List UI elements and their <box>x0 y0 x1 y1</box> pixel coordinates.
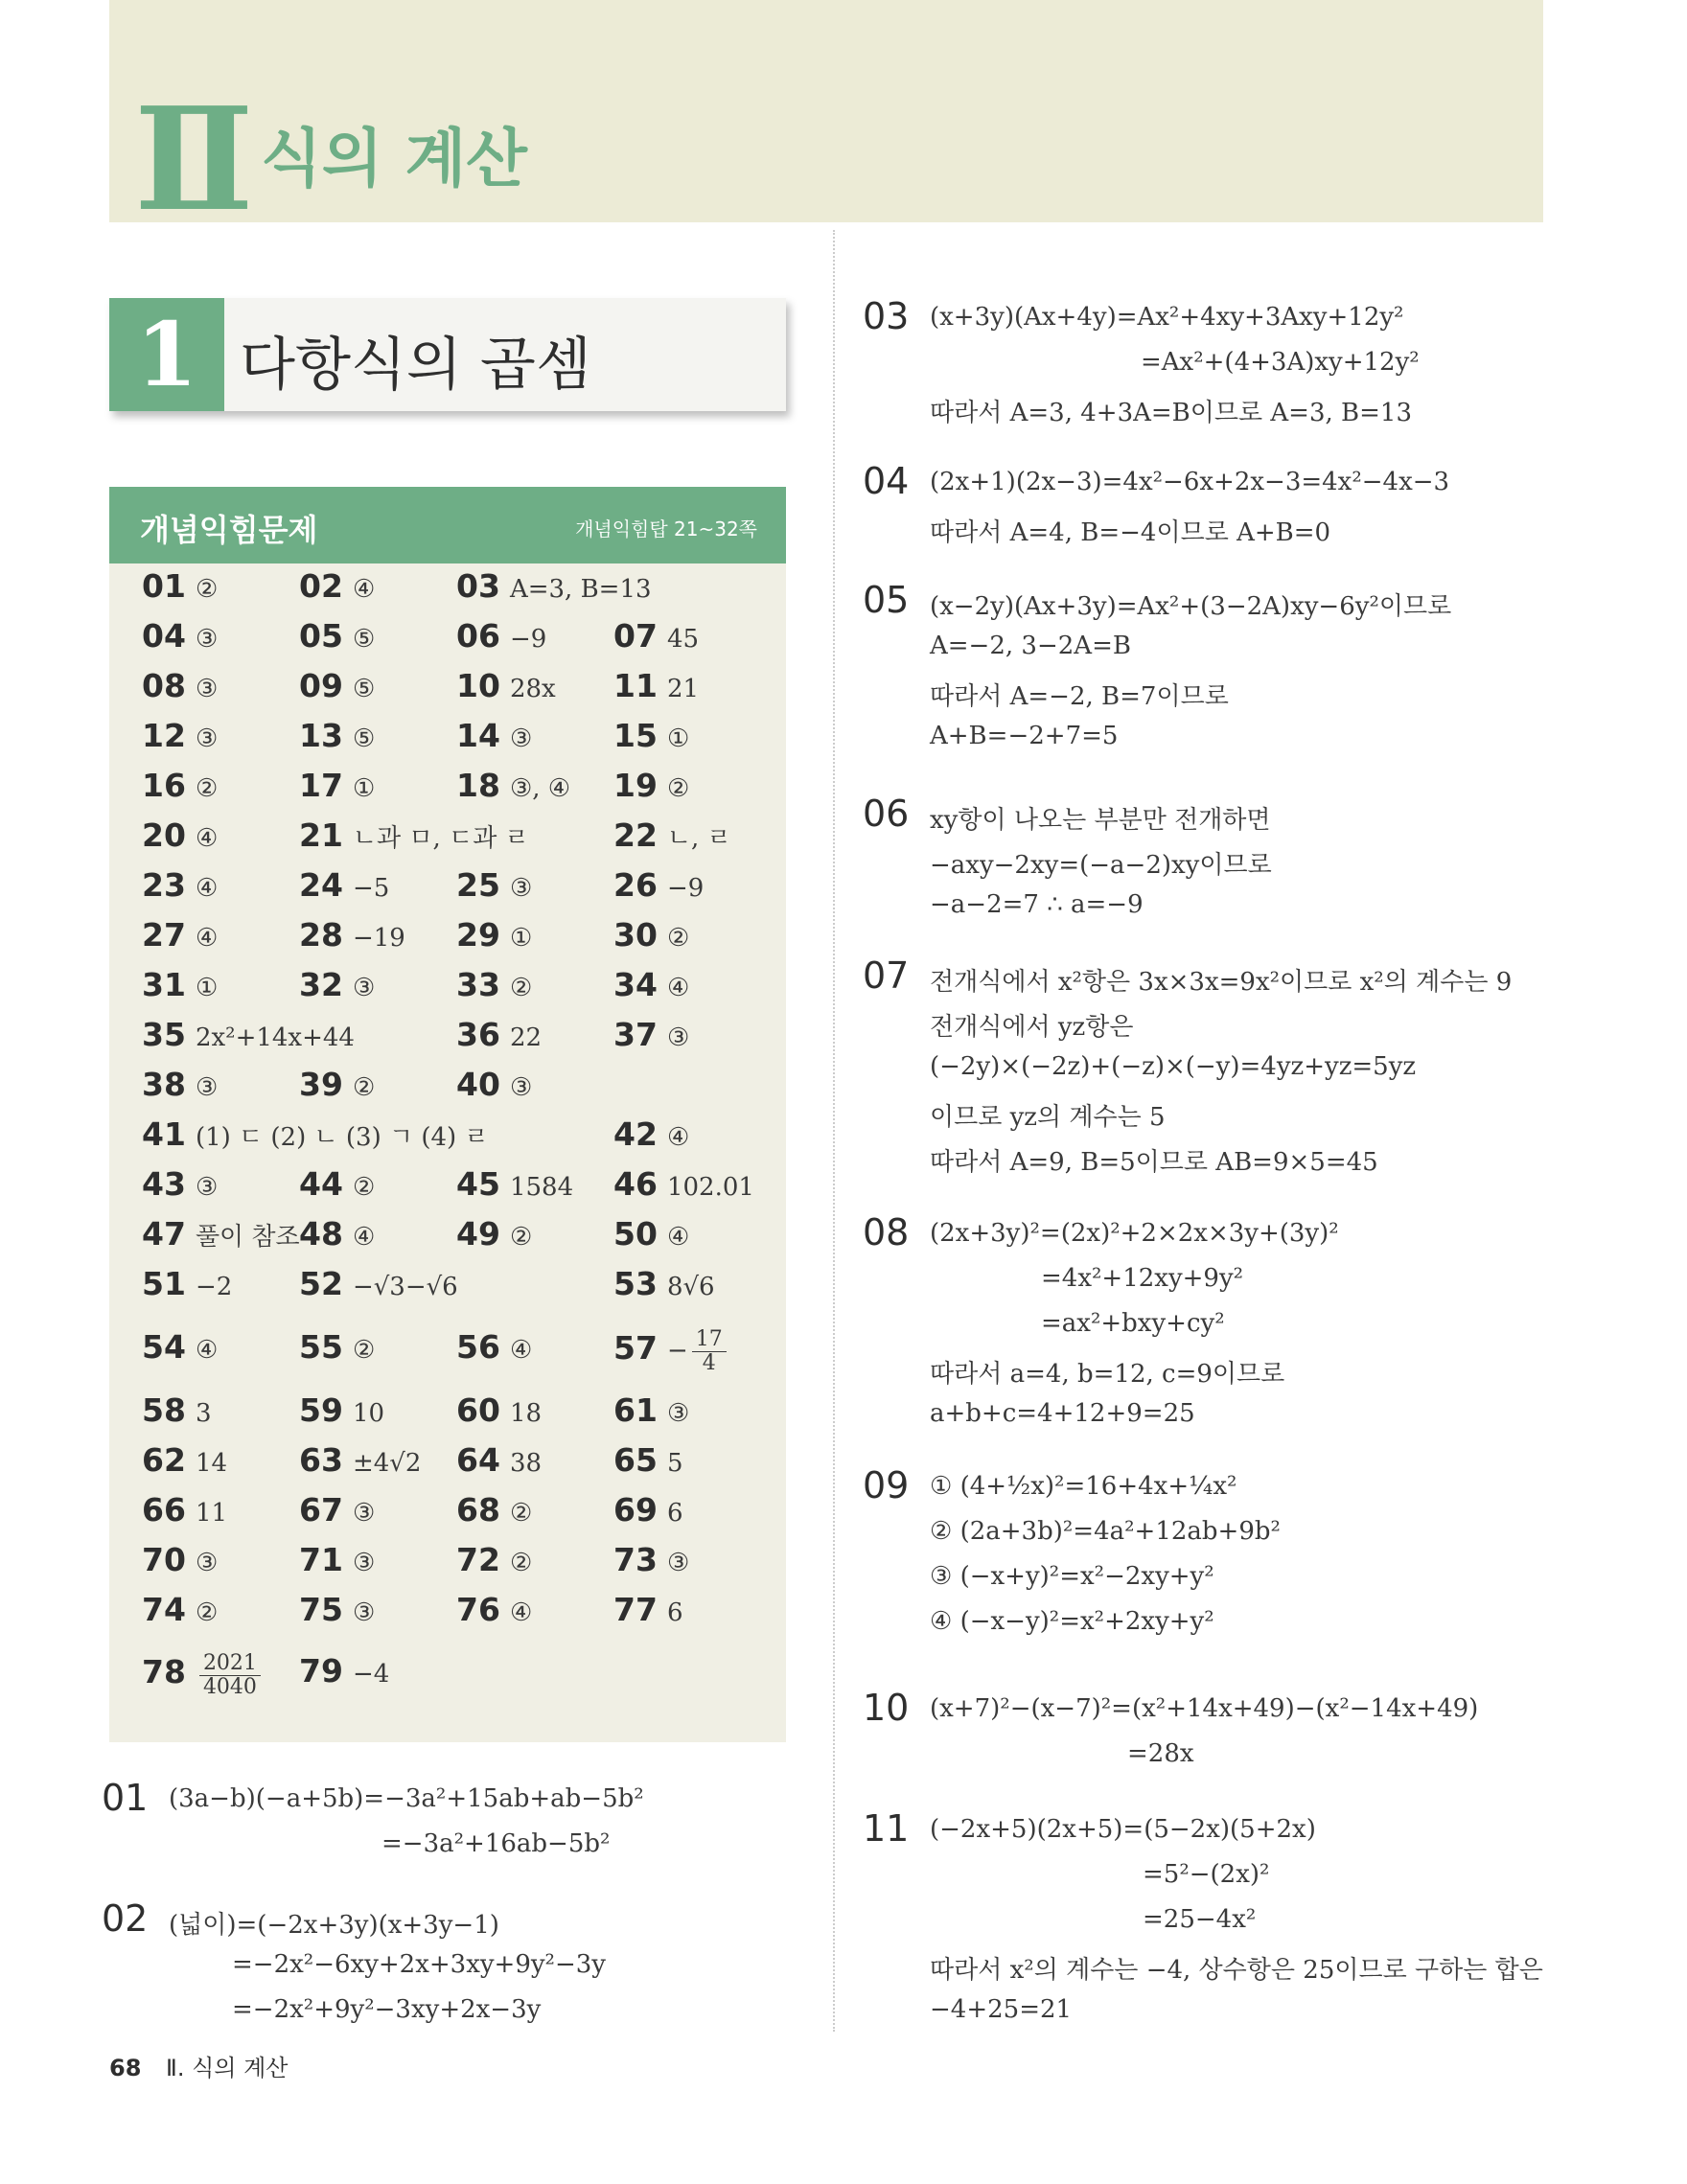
answer-item <box>142 966 218 1003</box>
answer-number: 43 <box>142 1165 186 1203</box>
solution-line: 따라서 x²의 계수는 −4, 상수항은 25이므로 구하는 합은 <box>930 1956 1543 1985</box>
answer-value: ③ <box>195 625 219 654</box>
answer-number: 02 <box>299 567 343 605</box>
answer-item <box>613 1591 682 1628</box>
answer-item <box>456 1491 532 1529</box>
chapter-roman-numeral: Ⅱ <box>134 76 250 242</box>
answer-item <box>613 1265 715 1302</box>
solution-line: ④ (−x−y)²=x²+2xy+y² <box>930 1607 1214 1636</box>
answer-value: ③ <box>195 1173 219 1202</box>
answer-box-header <box>109 487 786 563</box>
answer-value: ④ <box>509 1336 533 1365</box>
answer-number: 46 <box>613 1165 658 1203</box>
answer-value: ② <box>195 774 219 803</box>
answer-number: 05 <box>299 617 343 655</box>
answer-number: 30 <box>613 916 658 954</box>
answer-value: −√3−√6 <box>352 1273 458 1301</box>
answer-value: ④ <box>195 1336 219 1365</box>
answer-item <box>299 1441 421 1479</box>
answer-item <box>456 1441 542 1479</box>
answer-item <box>299 1328 375 1366</box>
answer-number: 62 <box>142 1441 186 1479</box>
answer-value: ② <box>666 924 690 953</box>
column-divider <box>833 230 835 2032</box>
answer-number: 36 <box>456 1016 500 1053</box>
answer-value: ⑤ <box>352 724 376 753</box>
answer-item <box>142 767 218 804</box>
answer-box-title: 개념익힘문제 <box>140 512 318 548</box>
answer-value: ④ <box>509 1598 533 1627</box>
answer-value: ③ <box>195 724 219 753</box>
answer-number: 19 <box>613 767 658 804</box>
answer-value: ④ <box>195 924 219 953</box>
answer-value: ③ <box>352 1598 376 1627</box>
answer-value: ② <box>509 1549 533 1577</box>
solution-line: (x−2y)(Ax+3y)=Ax²+(3−2A)xy−6y²이므로 <box>930 592 1452 621</box>
solution-line: (2x+3y)²=(2x)²+2×2x×3y+(3y)² <box>930 1219 1339 1248</box>
answer-number: 47 <box>142 1215 186 1253</box>
solution-line: =28x <box>1127 1739 1194 1768</box>
answer-item <box>456 866 532 904</box>
solution-line: ② (2a+3b)²=4a²+12ab+9b² <box>930 1517 1281 1546</box>
answer-item <box>142 816 218 854</box>
answer-value: ② <box>352 1173 376 1202</box>
answer-fraction: $\frac{2021}{4040}$ <box>199 1652 261 1699</box>
answer-item <box>299 567 375 605</box>
solution-line: a+b+c=4+12+9=25 <box>930 1399 1195 1428</box>
answer-value: ④ <box>195 874 219 903</box>
answer-number: 52 <box>299 1265 343 1302</box>
answer-item <box>142 1441 227 1479</box>
answer-value: 1584 <box>509 1173 574 1202</box>
answer-value: ① <box>509 924 533 953</box>
answer-number: 08 <box>142 667 186 704</box>
solution-line: 따라서 a=4, b=12, c=9이므로 <box>930 1360 1285 1389</box>
answer-value: ④ <box>666 974 690 1002</box>
answer-value: ① <box>195 974 219 1002</box>
solution-line: 따라서 A=−2, B=7이므로 <box>930 682 1229 711</box>
answer-number: 72 <box>456 1541 500 1578</box>
answer-item <box>613 617 699 655</box>
answer-item <box>456 1066 532 1103</box>
answer-number: 38 <box>142 1066 186 1103</box>
answer-number: 53 <box>613 1265 658 1302</box>
solution-line: (x+3y)(Ax+4y)=Ax²+4xy+3Axy+12y² <box>930 303 1404 332</box>
answer-number: 13 <box>299 717 343 754</box>
answer-item <box>142 1491 227 1529</box>
answer-number: 10 <box>456 667 500 704</box>
answer-value: ③ <box>195 1549 219 1577</box>
answer-item <box>613 966 689 1003</box>
solution-line: =4x²+12xy+9y² <box>1041 1264 1244 1293</box>
answer-number: 58 <box>142 1391 186 1429</box>
answer-value: ③ <box>666 1549 690 1577</box>
answer-item <box>456 567 652 605</box>
answer-item <box>142 1591 218 1628</box>
answer-number: 22 <box>613 816 658 854</box>
answer-value: ① <box>352 774 376 803</box>
answer-item <box>142 916 218 954</box>
answer-number: 01 <box>142 567 186 605</box>
answer-number: 73 <box>613 1541 658 1578</box>
answer-value: ④ <box>666 1123 690 1152</box>
solution-line: −axy−2xy=(−a−2)xy이므로 <box>930 851 1272 880</box>
answer-value: 102.01 <box>666 1173 754 1202</box>
answer-number: 24 <box>299 866 343 904</box>
answer-item <box>613 816 731 854</box>
answer-item <box>299 866 389 904</box>
answer-number: 63 <box>299 1441 343 1479</box>
solution-number: 07 <box>863 954 910 997</box>
answer-value: 풀이 참조 <box>195 1223 300 1252</box>
answer-item <box>613 717 689 754</box>
answer-item <box>613 866 704 904</box>
answer-item <box>142 1541 218 1578</box>
answer-item <box>613 1215 689 1253</box>
answer-item <box>142 1215 300 1253</box>
answer-item <box>142 1391 211 1429</box>
answer-value: ② <box>352 1073 376 1102</box>
answer-number: 69 <box>613 1491 658 1529</box>
answer-value: 10 <box>352 1399 385 1428</box>
answer-item <box>456 916 532 954</box>
answer-item <box>613 1441 682 1479</box>
answer-item <box>456 667 556 704</box>
answer-number: 11 <box>613 667 658 704</box>
answer-number: 25 <box>456 866 500 904</box>
answer-value: −5 <box>352 874 390 903</box>
answer-value: ① <box>666 724 690 753</box>
solution-line: =−2x²−6xy+2x+3xy+9y²−3y <box>232 1950 606 1979</box>
answer-number: 14 <box>456 717 500 754</box>
answer-value: ② <box>509 1223 533 1252</box>
answer-number: 37 <box>613 1016 658 1053</box>
answer-item <box>299 717 375 754</box>
answer-number: 56 <box>456 1328 500 1366</box>
answer-item <box>613 1541 689 1578</box>
answer-value: −4 <box>352 1660 390 1689</box>
answer-item <box>299 1491 375 1529</box>
answer-value: ⑤ <box>352 675 376 703</box>
footer-text: Ⅱ. 식의 계산 <box>166 2055 289 2081</box>
answer-number: 33 <box>456 966 500 1003</box>
answer-item <box>613 1491 682 1529</box>
answer-number: 68 <box>456 1491 500 1529</box>
answer-number: 29 <box>456 916 500 954</box>
solution-line: A+B=−2+7=5 <box>930 722 1119 750</box>
answer-item <box>142 1066 218 1103</box>
answer-item <box>613 1115 689 1153</box>
chapter-title: 식의 계산 <box>261 122 528 195</box>
page-footer <box>109 2049 288 2082</box>
answer-value: ③ <box>666 1399 690 1428</box>
answer-value: ㄴ, ㄹ <box>666 824 731 853</box>
answer-value: ② <box>509 1499 533 1528</box>
answer-number: 31 <box>142 966 186 1003</box>
solution-line: 따라서 A=3, 4+3A=B이므로 A=3, B=13 <box>930 399 1413 427</box>
answer-number: 70 <box>142 1541 186 1578</box>
answer-value: ④ <box>352 575 376 604</box>
section-title: 다항식의 곱셈 <box>240 332 591 399</box>
answer-value: 18 <box>509 1399 543 1428</box>
solution-number: 02 <box>102 1897 149 1940</box>
answer-item <box>299 916 405 954</box>
answer-item <box>142 1115 489 1153</box>
answer-item <box>299 767 375 804</box>
answer-item <box>613 1016 689 1053</box>
answer-number: 77 <box>613 1591 658 1628</box>
answer-value: ③, ④ <box>509 774 571 803</box>
answer-number: 64 <box>456 1441 500 1479</box>
answer-value: ③ <box>509 724 533 753</box>
page-number: 68 <box>109 2055 142 2081</box>
solution-number: 11 <box>863 1807 910 1850</box>
answer-number: 49 <box>456 1215 500 1253</box>
answer-number: 32 <box>299 966 343 1003</box>
answer-value: 6 <box>666 1499 683 1528</box>
answer-value: −2 <box>195 1273 233 1301</box>
answer-number: 40 <box>456 1066 500 1103</box>
answer-number: 16 <box>142 767 186 804</box>
answer-value: ② <box>195 1598 219 1627</box>
answer-item <box>456 767 570 804</box>
answer-value: ② <box>352 1336 376 1365</box>
answer-number: 17 <box>299 767 343 804</box>
answer-item <box>142 1016 355 1053</box>
answer-value: 21 <box>666 675 700 703</box>
answer-value: ③ <box>666 1023 690 1052</box>
answer-number: 42 <box>613 1115 658 1153</box>
answer-number: 50 <box>613 1215 658 1253</box>
answer-number: 71 <box>299 1541 343 1578</box>
answer-value: 5 <box>666 1449 683 1478</box>
answer-value: (1) ㄷ (2) ㄴ (3) ㄱ (4) ㄹ <box>195 1123 489 1152</box>
answer-number: 74 <box>142 1591 186 1628</box>
answer-value: 22 <box>509 1023 543 1052</box>
answer-number: 59 <box>299 1391 343 1429</box>
answer-item <box>299 1541 375 1578</box>
answer-value: ③ <box>352 1499 376 1528</box>
answer-item <box>299 1391 384 1429</box>
solution-line: 전개식에서 yz항은 <box>930 1013 1134 1042</box>
answer-value: ③ <box>352 1549 376 1577</box>
solution-line: 이므로 yz의 계수는 5 <box>930 1103 1166 1132</box>
solution-line: 따라서 A=4, B=−4이므로 A+B=0 <box>930 518 1331 547</box>
answer-item <box>613 1165 754 1203</box>
answer-number: 34 <box>613 966 658 1003</box>
answer-item <box>299 966 375 1003</box>
answer-number: 44 <box>299 1165 343 1203</box>
solution-number: 06 <box>863 793 910 835</box>
answer-value: 8√6 <box>666 1273 715 1301</box>
answer-value: ④ <box>666 1223 690 1252</box>
solution-number: 04 <box>863 460 910 502</box>
answer-item <box>142 1328 218 1366</box>
answer-number: 65 <box>613 1441 658 1479</box>
answer-number: 45 <box>456 1165 500 1203</box>
answer-value: 28x <box>509 675 556 703</box>
answer-item <box>456 1215 532 1253</box>
answer-number: 57 <box>613 1328 658 1367</box>
answer-value: ③ <box>509 874 533 903</box>
answer-item <box>142 667 218 704</box>
answer-number: 67 <box>299 1491 343 1529</box>
answer-number: 09 <box>299 667 343 704</box>
answer-item <box>613 667 699 704</box>
solution-line: −a−2=7 ∴ a=−9 <box>930 890 1144 919</box>
answer-item <box>142 717 218 754</box>
answer-value: ③ <box>509 1073 533 1102</box>
solution-line: (x+7)²−(x−7)²=(x²+14x+49)−(x²−14x+49) <box>930 1694 1479 1723</box>
answer-number: 55 <box>299 1328 343 1366</box>
solution-line: xy항이 나오는 부분만 전개하면 <box>930 806 1271 835</box>
answer-number: 75 <box>299 1591 343 1628</box>
answer-number: 18 <box>456 767 500 804</box>
answer-item <box>299 1215 375 1253</box>
answer-value: ③ <box>195 675 219 703</box>
answer-number: 41 <box>142 1115 186 1153</box>
solution-line: (−2y)×(−2z)+(−z)×(−y)=4yz+yz=5yz <box>930 1052 1417 1081</box>
answer-item <box>142 1165 218 1203</box>
answer-item <box>142 617 218 655</box>
answer-item <box>299 617 375 655</box>
answer-number: 61 <box>613 1391 658 1429</box>
answer-number: 35 <box>142 1016 186 1053</box>
answer-number: 51 <box>142 1265 186 1302</box>
answer-item <box>299 1652 389 1690</box>
solution-line: (넓이)=(−2x+3y)(x+3y−1) <box>169 1911 499 1940</box>
solution-line: (2x+1)(2x−3)=4x²−6x+2x−3=4x²−4x−3 <box>930 468 1450 496</box>
solution-line: =−2x²+9y²−3xy+2x−3y <box>232 1995 542 2024</box>
answer-item <box>456 617 546 655</box>
answer-number: 07 <box>613 617 658 655</box>
answer-value: −9 <box>509 625 547 654</box>
answer-item <box>456 717 532 754</box>
solution-number: 03 <box>863 295 910 337</box>
answer-number: 78 <box>142 1652 186 1690</box>
answer-item <box>613 1391 689 1429</box>
answer-number: 48 <box>299 1215 343 1253</box>
solution-line: (3a−b)(−a+5b)=−3a²+15ab+ab−5b² <box>169 1784 644 1813</box>
answer-fraction: $\frac{17}{4}$ <box>692 1328 727 1375</box>
answer-value: ㄴ과 ㅁ, ㄷ과 ㄹ <box>352 824 529 853</box>
answer-value: ③ <box>352 974 376 1002</box>
answer-value: ④ <box>195 824 219 853</box>
answer-item <box>613 916 689 954</box>
answer-number: 04 <box>142 617 186 655</box>
solution-line: =5²−(2x)² <box>1143 1860 1270 1889</box>
solution-number: 10 <box>863 1687 910 1729</box>
solution-line: A=−2, 3−2A=B <box>930 632 1131 660</box>
answer-item <box>456 1541 532 1578</box>
answer-number: 60 <box>456 1391 500 1429</box>
answer-item <box>456 1016 542 1053</box>
answer-number: 12 <box>142 717 186 754</box>
solution-number: 09 <box>863 1464 910 1506</box>
answer-value: 2x²+14x+44 <box>195 1023 355 1052</box>
answer-number: 66 <box>142 1491 186 1529</box>
answer-item <box>456 1328 532 1366</box>
answer-value: 45 <box>666 625 700 654</box>
answer-item <box>142 1652 261 1699</box>
answer-value: ② <box>509 974 533 1002</box>
answer-value: −19 <box>352 924 405 953</box>
section-header <box>109 298 786 411</box>
answer-value: 6 <box>666 1598 683 1627</box>
answer-item <box>142 866 218 904</box>
answer-number: 26 <box>613 866 658 904</box>
answer-number: 79 <box>299 1652 343 1690</box>
answer-value: A=3, B=13 <box>509 575 652 604</box>
answer-number: 54 <box>142 1328 186 1366</box>
answer-item <box>613 767 689 804</box>
answer-item <box>299 1591 375 1628</box>
answer-number: 03 <box>456 567 500 605</box>
answer-value: 3 <box>195 1399 212 1428</box>
answer-number: 23 <box>142 866 186 904</box>
answer-value: ② <box>195 575 219 604</box>
answer-number: 06 <box>456 617 500 655</box>
solution-line: 따라서 A=9, B=5이므로 AB=9×5=45 <box>930 1148 1378 1177</box>
answer-item <box>299 816 529 854</box>
solution-line: =25−4x² <box>1143 1905 1257 1934</box>
solution-number: 08 <box>863 1211 910 1253</box>
answer-item <box>456 1391 542 1429</box>
answer-value: − <box>666 1336 688 1366</box>
answer-number: 28 <box>299 916 343 954</box>
solution-number: 01 <box>102 1777 149 1819</box>
solution-line: (−2x+5)(2x+5)=(5−2x)(5+2x) <box>930 1815 1316 1844</box>
answer-value: 11 <box>195 1499 228 1528</box>
solution-line: 전개식에서 x²항은 3x×3x=9x²이므로 x²의 계수는 9 <box>930 968 1513 997</box>
answer-value: 38 <box>509 1449 543 1478</box>
answer-box-reference: 개념익힘탑 21~32쪽 <box>575 517 757 540</box>
answer-number: 20 <box>142 816 186 854</box>
answer-item <box>456 966 532 1003</box>
answer-value: 14 <box>195 1449 228 1478</box>
answer-item <box>142 1265 232 1302</box>
answer-number: 15 <box>613 717 658 754</box>
solution-line: ① (4+½x)²=16+4x+¼x² <box>930 1472 1237 1501</box>
answer-value: −9 <box>666 874 705 903</box>
solution-line: =−3a²+16ab−5b² <box>381 1829 611 1858</box>
answer-item <box>456 1165 573 1203</box>
answer-item <box>299 1165 375 1203</box>
answer-item <box>299 1265 458 1302</box>
answer-item <box>299 667 375 704</box>
answer-number: 39 <box>299 1066 343 1103</box>
answer-item <box>299 1066 375 1103</box>
answer-item <box>142 567 218 605</box>
solution-line: =ax²+bxy+cy² <box>1041 1309 1225 1338</box>
answer-value: ④ <box>352 1223 376 1252</box>
answer-value: ② <box>666 774 690 803</box>
answer-item <box>456 1591 532 1628</box>
solution-line: ③ (−x+y)²=x²−2xy+y² <box>930 1562 1214 1591</box>
solution-line: −4+25=21 <box>930 1995 1073 2024</box>
solution-line: =Ax²+(4+3A)xy+12y² <box>1141 348 1420 377</box>
answer-value: ③ <box>195 1073 219 1102</box>
solution-number: 05 <box>863 579 910 621</box>
answer-number: 21 <box>299 816 343 854</box>
answer-value: ±4√2 <box>352 1449 422 1478</box>
section-number: 1 <box>109 298 224 411</box>
answer-item <box>613 1328 727 1375</box>
answer-number: 76 <box>456 1591 500 1628</box>
answer-value: ⑤ <box>352 625 376 654</box>
answer-number: 27 <box>142 916 186 954</box>
